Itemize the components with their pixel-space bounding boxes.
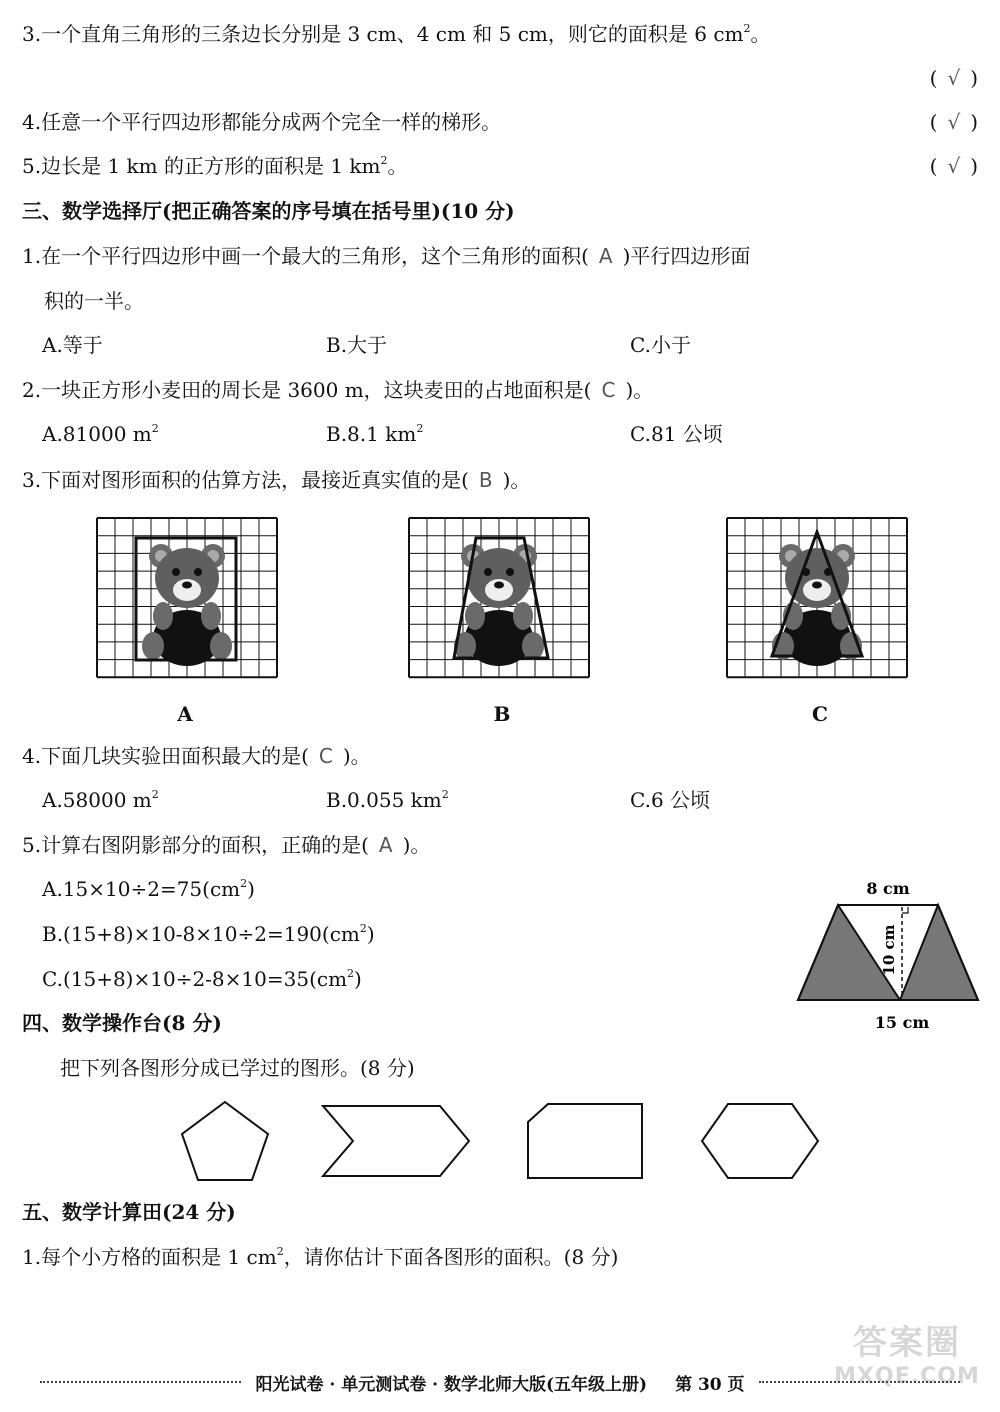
answer-q4: C [318,744,333,768]
check-mark: √ [947,154,961,178]
s3-q2: 2.一块正方形小麦田的周长是 3600 m，这块麦田的占地面积是( C )。 [22,378,654,402]
trapezoid-figure [790,872,990,1036]
right-angle-mark [902,907,908,913]
grid-figure-c [726,518,908,678]
footer-dots-right [759,1381,960,1383]
watermark: 答案圈 MXQE.COM [834,1323,980,1389]
shapes-row [170,1096,830,1186]
section4-instruction: 把下列各图形分成已学过的图形。(8 分) [60,1056,415,1080]
grid-label-c: C [812,702,828,726]
answer-q5: A [378,833,393,857]
s3-q4-option-a: A.58000 $m^2$ [42,788,159,812]
answer-q2: C [601,378,616,402]
label-height-10cm: 10 cm [880,924,898,976]
page-footer [40,1368,960,1396]
s3-q1: 1.在一个平行四边形中画一个最大的三角形，这个三角形的面积( A )平行四边形面 [22,244,751,268]
label-bottom-15cm: 15 cm [874,1013,930,1032]
check-mark: √ [947,66,961,90]
answer-q3: B [478,468,493,492]
grid-figure-b [408,518,590,678]
judge-q5-mark: ( √ ) [929,154,978,178]
s3-q2-option-a: A.81000 $m^2$ [42,422,159,446]
s3-q5: 5.计算右图阴影部分的面积，正确的是( A )。 [22,833,431,857]
s3-q4-option-c: C.6 公顷 [630,788,711,812]
check-mark: √ [947,110,961,134]
s3-q2-option-c: C.81 公顷 [630,422,723,446]
section4-title: 四、数学操作台(8 分) [22,1011,222,1035]
pentagon-shape [182,1102,268,1180]
bear-icon [142,544,232,666]
s5-q1: 1.每个小方格的面积是 1 $cm^2$，请你估计下面各图形的面积。(8 分) [22,1245,619,1269]
s3-q5-option-c: $C.(15+8)\times 10\div 2-8\times 10=35(cm^2)$ [42,967,362,991]
judge-q4-mark: ( √ ) [929,110,978,134]
bear-icon [772,544,862,666]
hexagon-shape [702,1104,818,1178]
s3-q1-option-b: B.大于 [326,333,388,357]
bear-icon [454,544,544,666]
s3-q4-option-b: B.0.055 $km^2$ [326,788,449,812]
answer-q1: A [598,244,613,268]
footer-title: 阳光试卷 · 单元测试卷 · 数学北师大版(五年级上册) [255,1374,648,1395]
page-number: 第 30 页 [675,1374,745,1395]
s3-q5-option-a: $A.15\times 10\div 2=75(cm^2)$ [42,877,255,901]
label-top-8cm: 8 cm [866,879,910,898]
grid-label-b: B [493,702,511,726]
judge-q5: 5.边长是 1 km 的正方形的面积是 1 $km^2$。 [22,154,408,178]
arrow-chevron-shape [323,1106,469,1176]
footer-dots-left [40,1381,241,1383]
s3-q4: 4.下面几块实验田面积最大的是( C )。 [22,744,371,768]
judge-q4: 4.任意一个平行四边形都能分成两个完全一样的梯形。 [22,110,502,134]
grid-label-a: A [177,702,193,726]
s3-q1-option-a: A.等于 [42,333,103,357]
cut-corner-rectangle-shape [528,1104,642,1178]
section3-title: 三、数学选择厅(把正确答案的序号填在括号里)(10 分) [22,199,515,223]
shaded-right-triangle [900,905,978,1000]
section5-title: 五、数学计算田(24 分) [22,1200,236,1224]
s3-q1-option-c: C.小于 [630,333,691,357]
judge-q3-mark: ( √ ) [929,66,978,90]
grid-figure-a [96,518,278,678]
s3-q1-cont: 积的一半。 [44,289,144,313]
s3-q5-option-b: $B.(15+8)\times 10-8\times 10\div 2=190(cm^2)$ [42,922,375,946]
s3-q3: 3.下面对图形面积的估算方法，最接近真实值的是( B )。 [22,468,531,492]
s3-q2-option-b: B.8.1 $km^2$ [326,422,424,446]
judge-q3: 3.一个直角三角形的三条边长分别是 3 cm、4 cm 和 5 cm，则它的面积是 6 $cm^2$。 [22,22,771,46]
